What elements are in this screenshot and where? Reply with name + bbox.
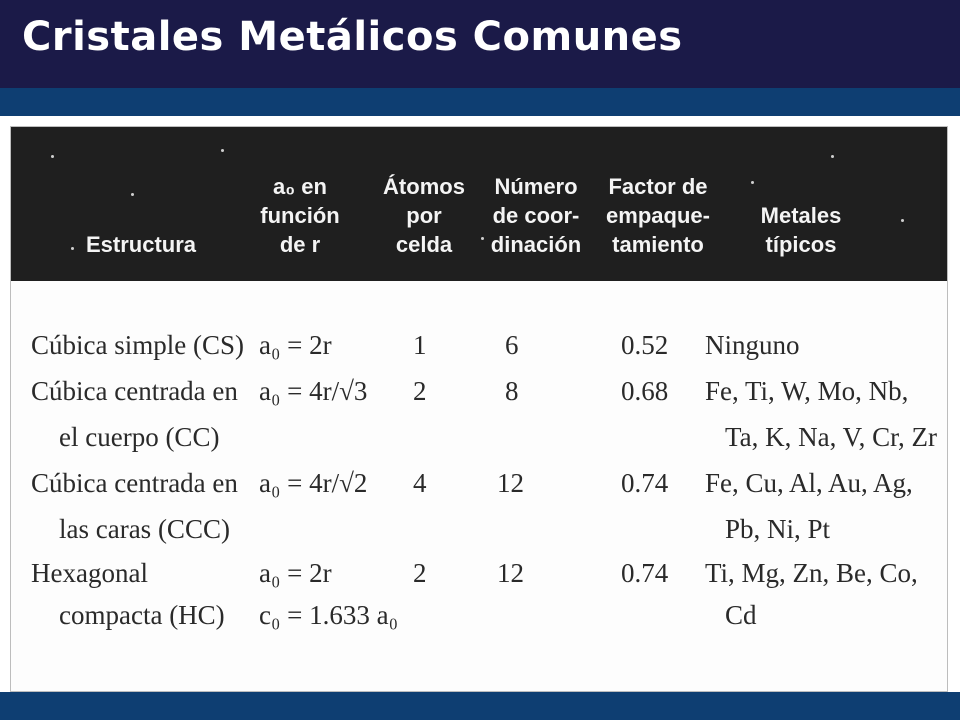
cell-metales-cont: Pb, Ni, Pt — [725, 514, 831, 544]
header-line: Metales — [760, 203, 842, 228]
cell-estructura: Cúbica centrada en — [31, 376, 238, 406]
cell-a0: a₀ = 2r — [259, 330, 332, 360]
cell-estructura-cont: las caras (CCC) — [59, 514, 230, 544]
header-line: Número — [494, 174, 578, 199]
scan-speck — [831, 155, 834, 158]
cell-estructura-cont: el cuerpo (CC) — [59, 422, 220, 452]
cell-atomos: 2 — [413, 376, 427, 406]
accent-band-top — [0, 88, 960, 116]
cell-atomos: 2 — [413, 558, 427, 588]
header-line: por — [406, 203, 442, 228]
cell-metales: Ti, Mg, Zn, Be, Co, — [705, 558, 918, 588]
cell-factor: 0.68 — [621, 376, 669, 406]
cell-factor: 0.74 — [621, 558, 669, 588]
header-a0 — [245, 172, 355, 259]
table-header — [11, 127, 947, 281]
cell-estructura: Cúbica centrada en — [31, 468, 238, 498]
header-line: empaque- — [606, 203, 710, 228]
header-line: Estructura — [85, 232, 197, 257]
cell-metales: Fe, Ti, W, Mo, Nb, — [705, 376, 909, 406]
header-line: de coor- — [492, 203, 580, 228]
header-line: típicos — [765, 232, 837, 257]
slide-title: Cristales Metálicos Comunes — [22, 14, 683, 60]
header-line: a₀ en — [273, 174, 327, 199]
cell-metales-cont: Ta, K, Na, V, Cr, Zr — [725, 422, 938, 452]
header-metales — [741, 201, 861, 259]
header-estructura — [71, 230, 211, 259]
scan-speck — [901, 219, 904, 222]
cell-c0: c₀ = 1.633 a₀ — [259, 600, 399, 630]
cell-estructura: Hexagonal — [31, 558, 148, 588]
cell-factor: 0.52 — [621, 330, 669, 360]
header-coordinacion — [473, 172, 599, 259]
header-line: Factor de — [608, 174, 708, 199]
header-line: Átomos — [383, 174, 465, 199]
header-line: función — [260, 203, 340, 228]
cell-coordinacion: 12 — [497, 558, 524, 588]
cell-estructura: Cúbica simple (CS) — [31, 330, 244, 360]
header-factor — [595, 172, 721, 259]
cell-a0: a₀ = 2r — [259, 558, 332, 588]
crystal-table — [10, 126, 948, 692]
header-atomos — [369, 172, 479, 259]
scan-speck — [51, 155, 54, 158]
title-bar — [0, 0, 960, 88]
cell-coordinacion: 6 — [505, 330, 519, 360]
header-line: tamiento — [612, 232, 704, 257]
cell-coordinacion: 8 — [505, 376, 519, 406]
cell-metales-cont: Cd — [725, 600, 757, 630]
cell-atomos: 4 — [413, 468, 427, 498]
cell-estructura-cont: compacta (HC) — [59, 600, 225, 630]
scan-speck — [221, 149, 224, 152]
cell-factor: 0.74 — [621, 468, 669, 498]
cell-metales: Ninguno — [705, 330, 800, 360]
scan-speck — [131, 193, 134, 196]
cell-metales: Fe, Cu, Al, Au, Ag, — [705, 468, 913, 498]
cell-coordinacion: 12 — [497, 468, 524, 498]
scan-speck — [751, 181, 754, 184]
header-line: celda — [395, 232, 453, 257]
header-line: de r — [279, 232, 321, 257]
header-line: dinación — [490, 232, 582, 257]
cell-a0: a₀ = 4r/√2 — [259, 468, 368, 498]
accent-band-bottom — [0, 692, 960, 720]
cell-a0: a₀ = 4r/√3 — [259, 376, 368, 406]
cell-atomos: 1 — [413, 330, 427, 360]
